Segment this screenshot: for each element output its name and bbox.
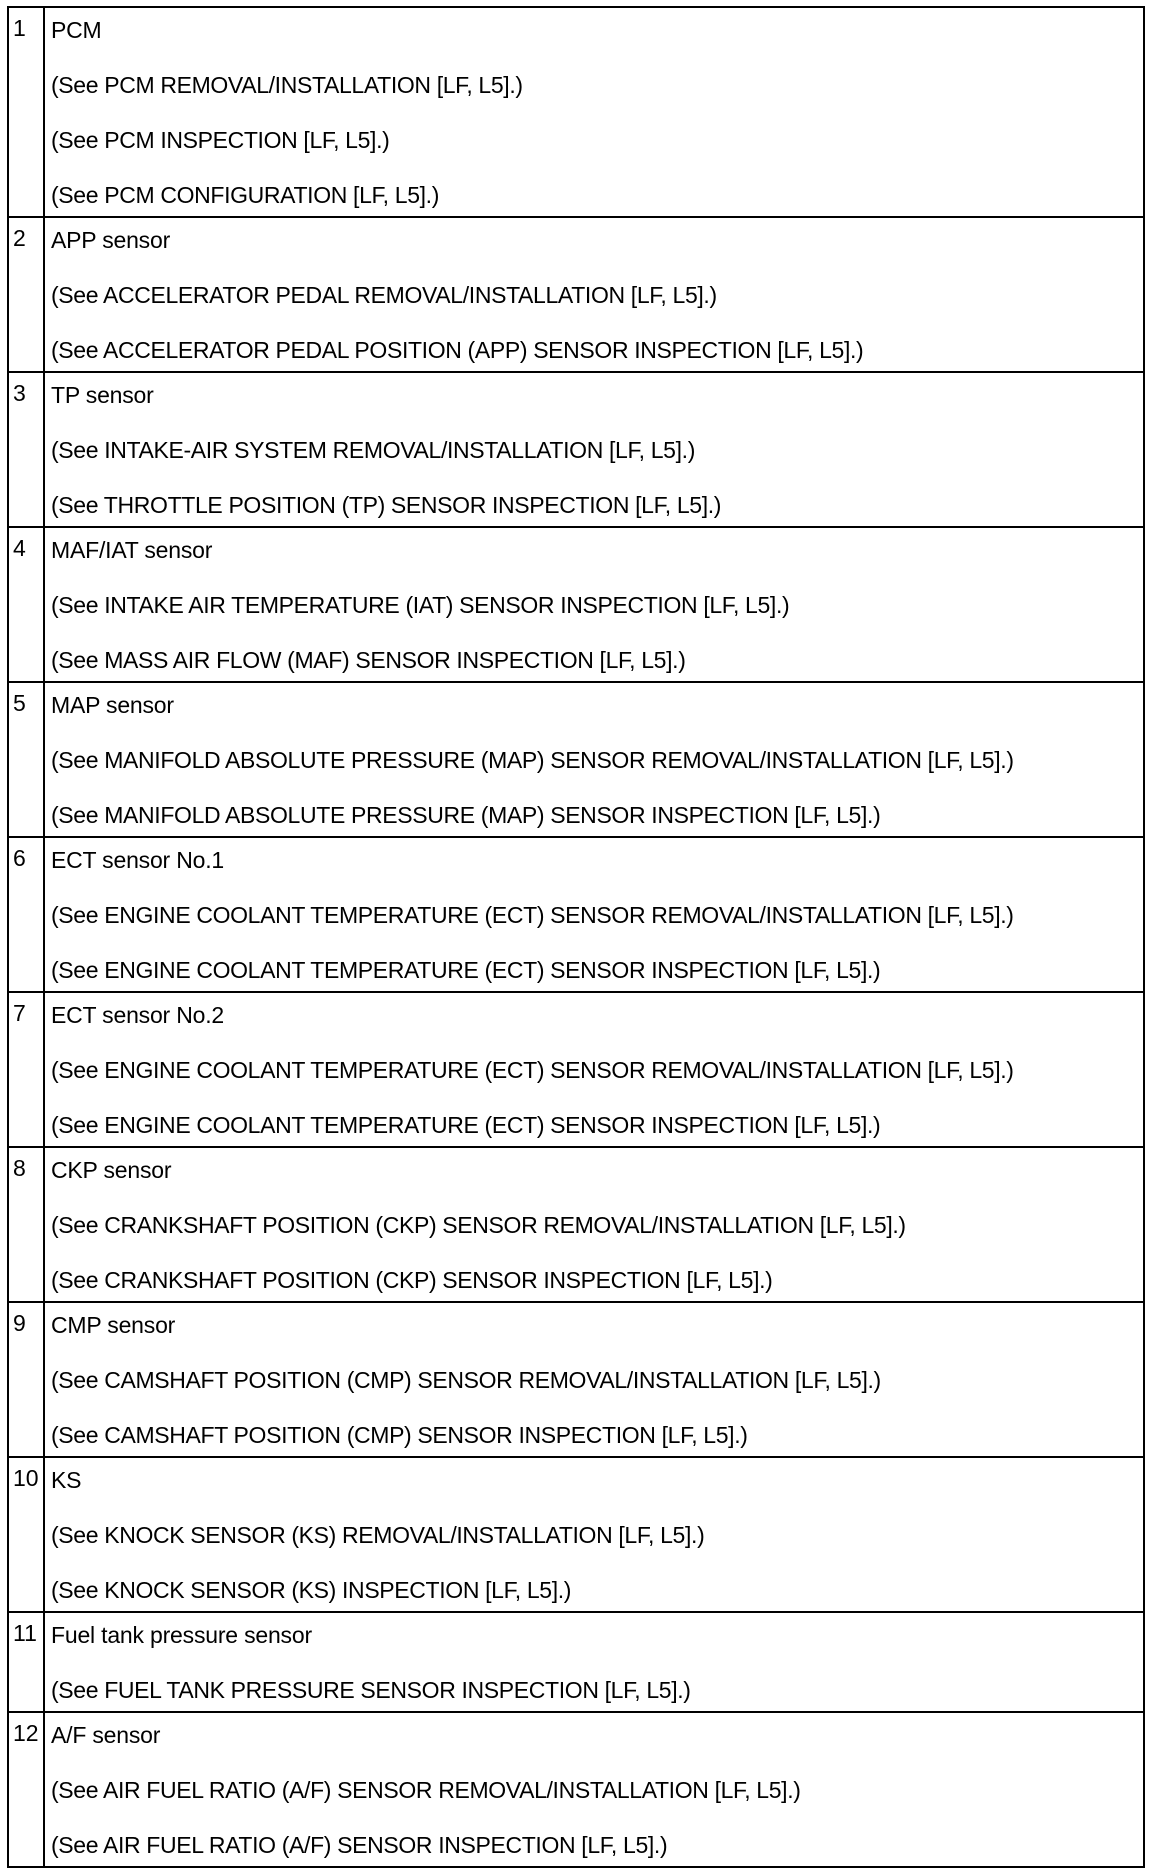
component-name: Fuel tank pressure sensor [51, 1622, 312, 1648]
reference-link[interactable]: (See ENGINE COOLANT TEMPERATURE (ECT) SENSOR REMOVAL/INSTALLATION [LF, L5].) [51, 902, 1014, 928]
table-row [9, 1456, 1143, 1611]
row-number: 9 [9, 1303, 45, 1456]
reference-link[interactable]: (See INTAKE-AIR SYSTEM REMOVAL/INSTALLATION [LF, L5].) [51, 437, 696, 463]
component-name: ECT sensor No.2 [51, 1002, 224, 1028]
row-content [45, 218, 1143, 371]
reference-link[interactable]: (See AIR FUEL RATIO (A/F) SENSOR REMOVAL/INSTALLATION [LF, L5].) [51, 1777, 801, 1803]
row-content [45, 1303, 1143, 1456]
component-name: KS [51, 1467, 82, 1493]
reference-link[interactable]: (See MANIFOLD ABSOLUTE PRESSURE (MAP) SENSOR REMOVAL/INSTALLATION [LF, L5].) [51, 747, 1014, 773]
reference-link[interactable]: (See KNOCK SENSOR (KS) REMOVAL/INSTALLATION [LF, L5].) [51, 1522, 705, 1548]
row-number: 7 [9, 993, 45, 1146]
component-name: A/F sensor [51, 1722, 161, 1748]
reference-link[interactable]: (See THROTTLE POSITION (TP) SENSOR INSPECTION [LF, L5].) [51, 492, 722, 518]
row-number: 8 [9, 1148, 45, 1301]
row-content [45, 838, 1143, 991]
component-name: ECT sensor No.1 [51, 847, 224, 873]
row-number: 6 [9, 838, 45, 991]
reference-link[interactable]: (See KNOCK SENSOR (KS) INSPECTION [LF, L5].) [51, 1577, 572, 1603]
reference-link[interactable]: (See MANIFOLD ABSOLUTE PRESSURE (MAP) SENSOR INSPECTION [LF, L5].) [51, 802, 881, 828]
reference-link[interactable]: (See ENGINE COOLANT TEMPERATURE (ECT) SENSOR REMOVAL/INSTALLATION [LF, L5].) [51, 1057, 1014, 1083]
row-content [45, 373, 1143, 526]
row-content [45, 8, 1143, 216]
row-number: 1 [9, 8, 45, 216]
reference-link[interactable]: (See AIR FUEL RATIO (A/F) SENSOR INSPECTION [LF, L5].) [51, 1832, 668, 1858]
reference-link[interactable]: (See CAMSHAFT POSITION (CMP) SENSOR INSPECTION [LF, L5].) [51, 1422, 748, 1448]
table-row [9, 991, 1143, 1146]
table-row [9, 526, 1143, 681]
row-content [45, 993, 1143, 1146]
reference-link[interactable]: (See CRANKSHAFT POSITION (CKP) SENSOR REMOVAL/INSTALLATION [LF, L5].) [51, 1212, 906, 1238]
component-table [7, 6, 1145, 1868]
reference-link[interactable]: (See INTAKE AIR TEMPERATURE (IAT) SENSOR INSPECTION [LF, L5].) [51, 592, 790, 618]
reference-link[interactable]: (See ACCELERATOR PEDAL REMOVAL/INSTALLATION [LF, L5].) [51, 282, 717, 308]
component-name: MAP sensor [51, 692, 174, 718]
row-number: 2 [9, 218, 45, 371]
reference-link[interactable]: (See PCM CONFIGURATION [LF, L5].) [51, 182, 440, 208]
reference-link[interactable]: (See PCM REMOVAL/INSTALLATION [LF, L5].) [51, 72, 523, 98]
reference-link[interactable]: (See ENGINE COOLANT TEMPERATURE (ECT) SENSOR INSPECTION [LF, L5].) [51, 957, 881, 983]
component-name: APP sensor [51, 227, 171, 253]
row-content [45, 1613, 1143, 1711]
reference-link[interactable]: (See ENGINE COOLANT TEMPERATURE (ECT) SENSOR INSPECTION [LF, L5].) [51, 1112, 881, 1138]
row-content [45, 1148, 1143, 1301]
row-number: 12 [9, 1713, 45, 1866]
row-number: 3 [9, 373, 45, 526]
row-content [45, 683, 1143, 836]
row-number: 4 [9, 528, 45, 681]
table-row [9, 8, 1143, 216]
component-name: MAF/IAT sensor [51, 537, 213, 563]
component-name: CKP sensor [51, 1157, 172, 1183]
row-number: 11 [9, 1613, 45, 1711]
table-row [9, 1146, 1143, 1301]
table-row [9, 681, 1143, 836]
component-name: TP sensor [51, 382, 154, 408]
table-row [9, 371, 1143, 526]
row-number: 10 [9, 1458, 45, 1611]
table-row [9, 1301, 1143, 1456]
reference-link[interactable]: (See ACCELERATOR PEDAL POSITION (APP) SENSOR INSPECTION [LF, L5].) [51, 337, 864, 363]
table-row [9, 1611, 1143, 1711]
reference-link[interactable]: (See PCM INSPECTION [LF, L5].) [51, 127, 390, 153]
row-content [45, 1458, 1143, 1611]
component-name: CMP sensor [51, 1312, 176, 1338]
table-row [9, 216, 1143, 371]
reference-link[interactable]: (See MASS AIR FLOW (MAF) SENSOR INSPECTION [LF, L5].) [51, 647, 686, 673]
row-content [45, 528, 1143, 681]
row-content [45, 1713, 1143, 1866]
component-name: PCM [51, 17, 102, 43]
table-row [9, 1711, 1143, 1866]
reference-link[interactable]: (See CAMSHAFT POSITION (CMP) SENSOR REMOVAL/INSTALLATION [LF, L5].) [51, 1367, 881, 1393]
reference-link[interactable]: (See FUEL TANK PRESSURE SENSOR INSPECTION [LF, L5].) [51, 1677, 691, 1703]
table-row [9, 836, 1143, 991]
row-number: 5 [9, 683, 45, 836]
reference-link[interactable]: (See CRANKSHAFT POSITION (CKP) SENSOR INSPECTION [LF, L5].) [51, 1267, 773, 1293]
